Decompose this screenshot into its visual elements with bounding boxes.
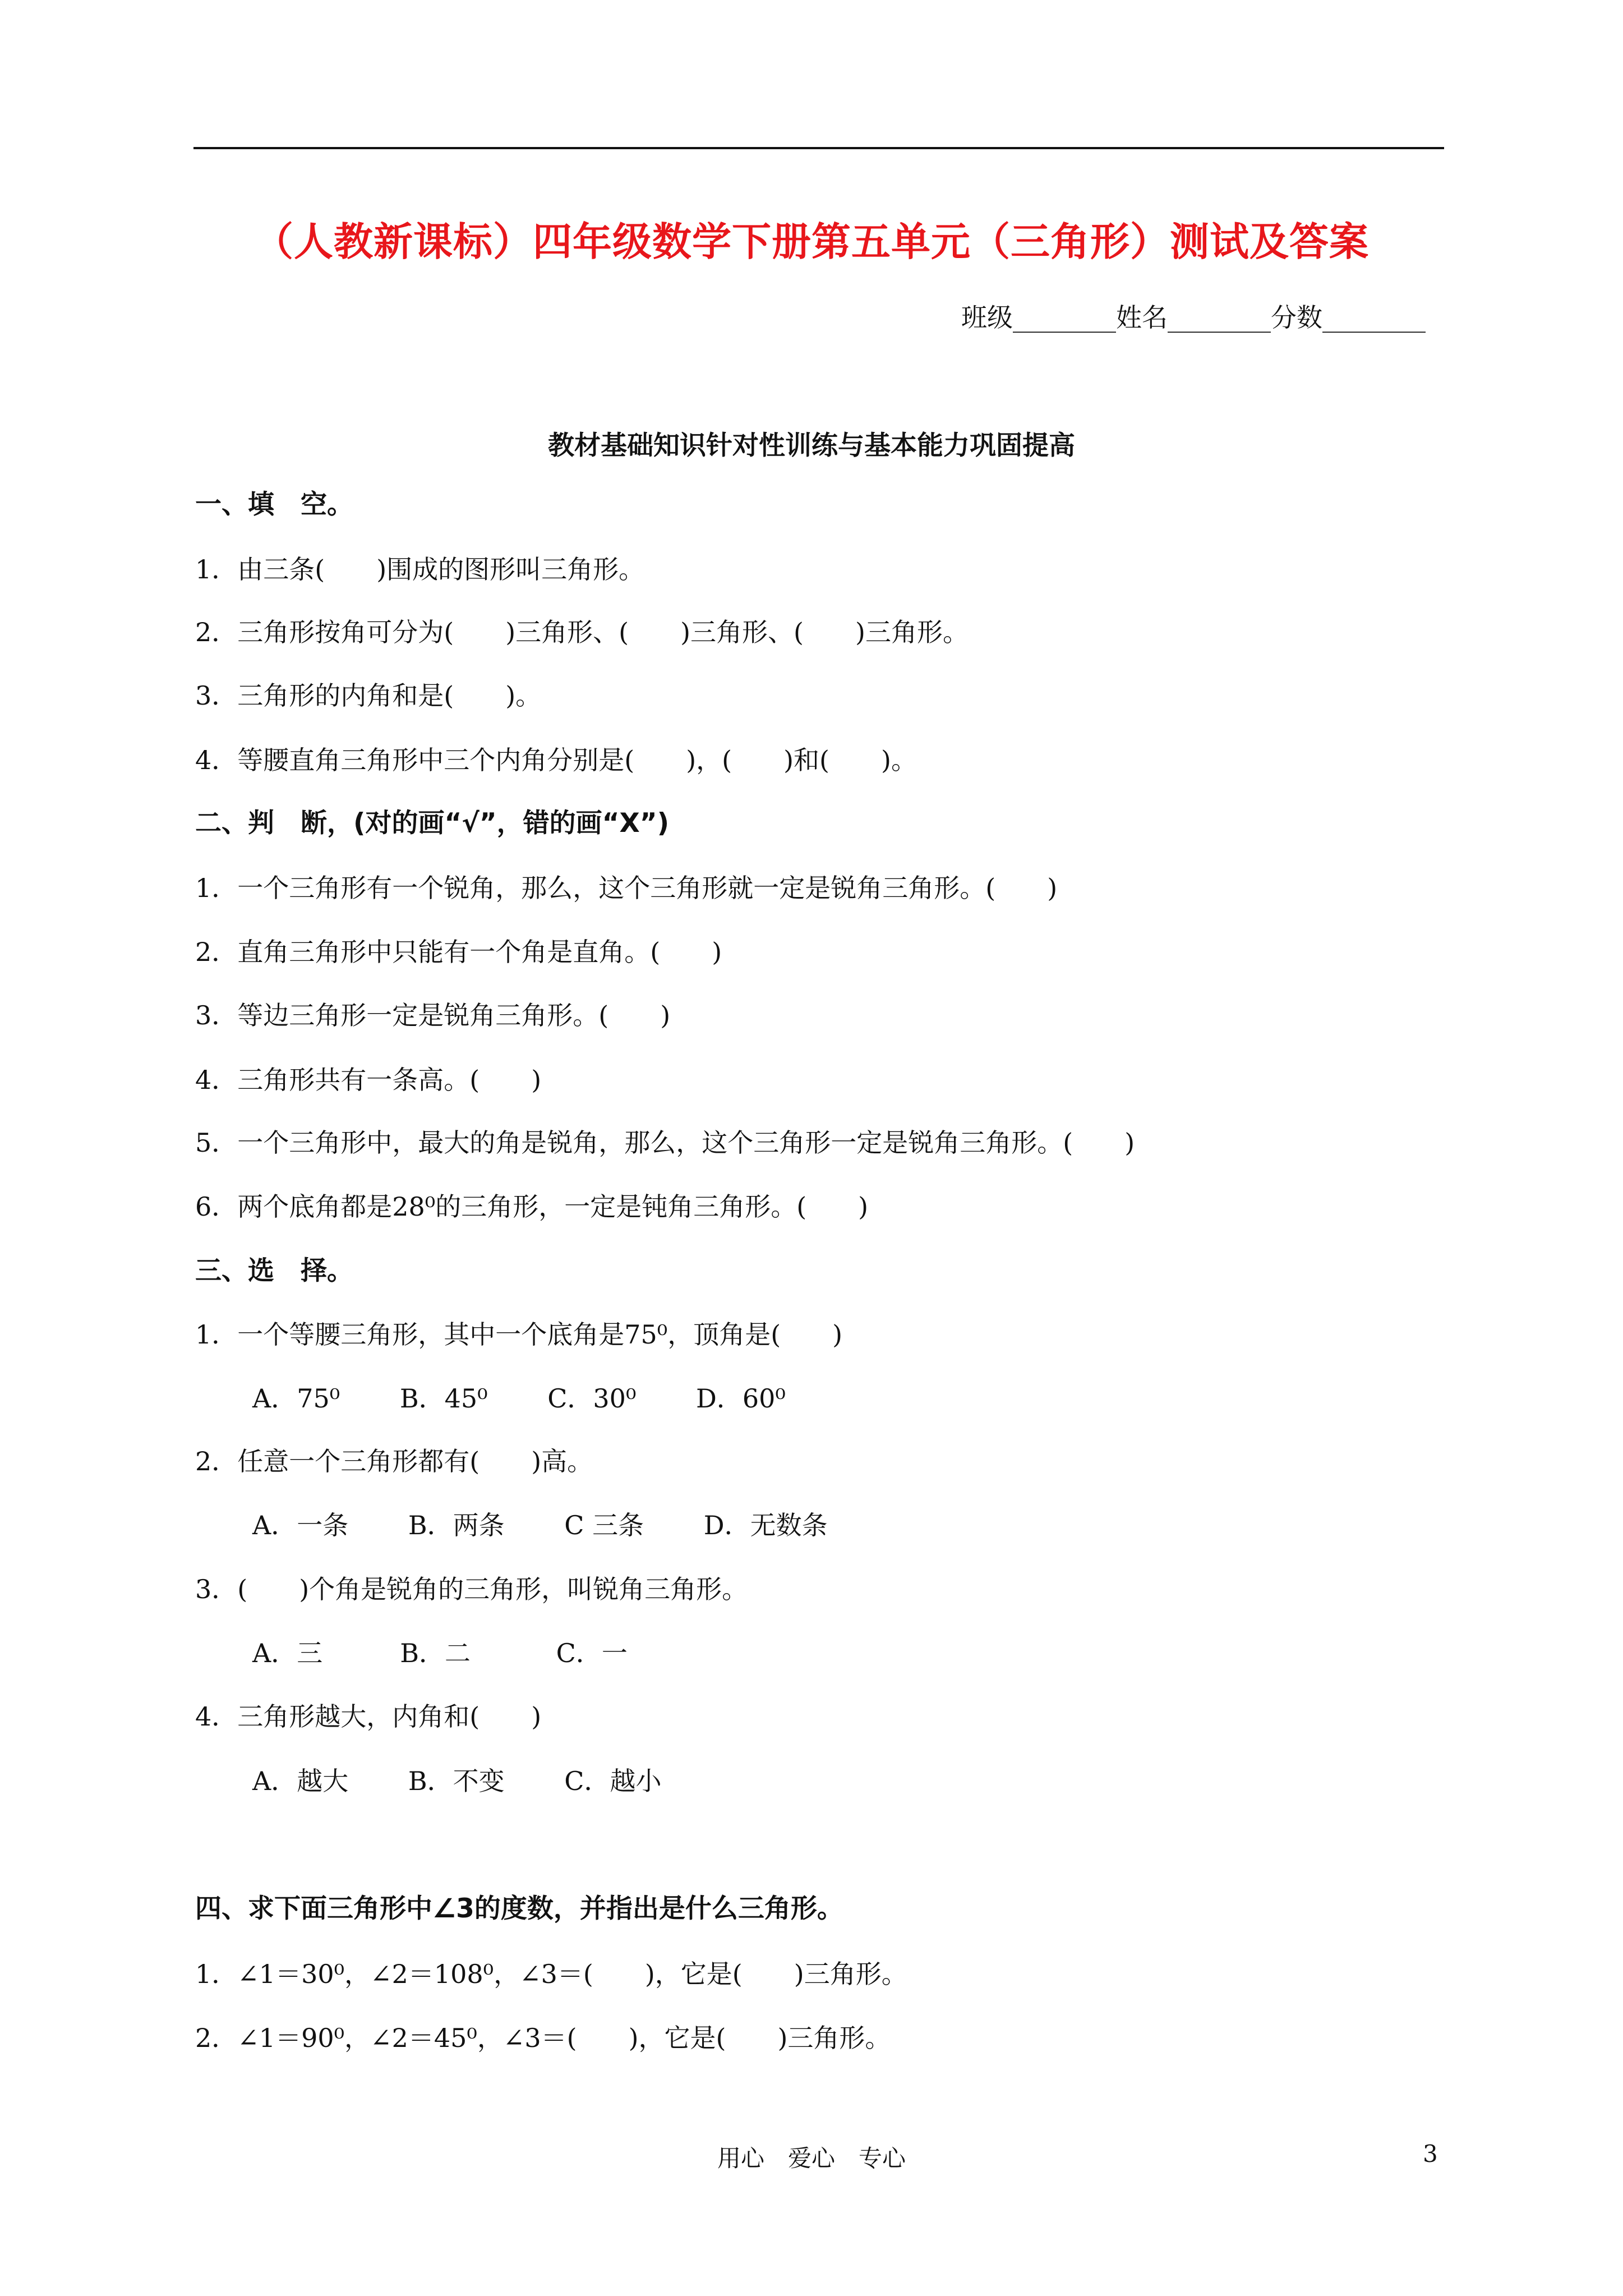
question-fill-3: 3．三角形的内角和是( )。 xyxy=(195,680,542,711)
section-heading-angle-calc: 四、求下面三角形中∠3的度数，并指出是什么三角形。 xyxy=(195,1893,843,1924)
question-choice-2: 2．任意一个三角形都有( )高。 xyxy=(195,1446,593,1476)
question-tf-6: 6．两个底角都是28⁰的三角形，一定是钝角三角形。( ) xyxy=(195,1191,869,1222)
question-fill-2: 2．三角形按角可分为( )三角形、( )三角形、( )三角形。 xyxy=(195,617,969,647)
question-tf-1: 1．一个三角形有一个锐角，那么，这个三角形就一定是锐角三角形。( ) xyxy=(195,873,1058,903)
question-choice-1: 1．一个等腰三角形，其中一个底角是75⁰，顶角是( ) xyxy=(195,1319,843,1350)
student-info-line: 班级________姓名________分数________ xyxy=(961,302,1426,333)
header-rule xyxy=(193,147,1444,149)
section-heading-true-false: 二、判 断，(对的画“√”，错的画“X”) xyxy=(195,808,670,839)
question-tf-3: 3．等边三角形一定是锐角三角形。( ) xyxy=(195,1000,671,1030)
document-title: （人教新课标）四年级数学下册第五单元（三角形）测试及答案 xyxy=(254,219,1369,265)
question-choice-1-options: A．75⁰ B．45⁰ C．30⁰ D．60⁰ xyxy=(252,1383,786,1414)
section-heading-fill-blank: 一、填 空。 xyxy=(195,489,353,520)
question-choice-4: 4．三角形越大，内角和( ) xyxy=(195,1701,542,1732)
page-number: 3 xyxy=(1423,2140,1438,2168)
question-angle-2: 2．∠1＝90⁰，∠2＝45⁰，∠3＝( )，它是( )三角形。 xyxy=(195,2023,891,2053)
question-fill-4: 4．等腰直角三角形中三个内角分别是( )，( )和( )。 xyxy=(195,745,917,775)
question-angle-1: 1．∠1＝30⁰，∠2＝108⁰，∠3＝( )，它是( )三角形。 xyxy=(195,1959,907,1989)
question-choice-3: 3．( )个角是锐角的三角形，叫锐角三角形。 xyxy=(195,1574,748,1604)
question-fill-1: 1．由三条( )围成的图形叫三角形。 xyxy=(195,554,645,585)
question-choice-3-options: A．三 B．二 C．一 xyxy=(252,1638,628,1668)
question-tf-5: 5．一个三角形中，最大的角是锐角，那么，这个三角形一定是锐角三角形。( ) xyxy=(195,1128,1135,1158)
question-tf-2: 2．直角三角形中只能有一个角是直角。( ) xyxy=(195,937,722,967)
question-tf-4: 4．三角形共有一条高。( ) xyxy=(195,1065,542,1095)
footer-motto: 用心 爱心 专心 xyxy=(717,2145,906,2172)
section-heading-multiple-choice: 三、选 择。 xyxy=(195,1255,353,1286)
question-choice-4-options: A．越大 B．不变 C．越小 xyxy=(252,1766,662,1796)
question-choice-2-options: A．一条 B．两条 C 三条 D．无数条 xyxy=(252,1510,828,1540)
section-subtitle: 教材基础知识针对性训练与基本能力巩固提高 xyxy=(548,430,1075,461)
